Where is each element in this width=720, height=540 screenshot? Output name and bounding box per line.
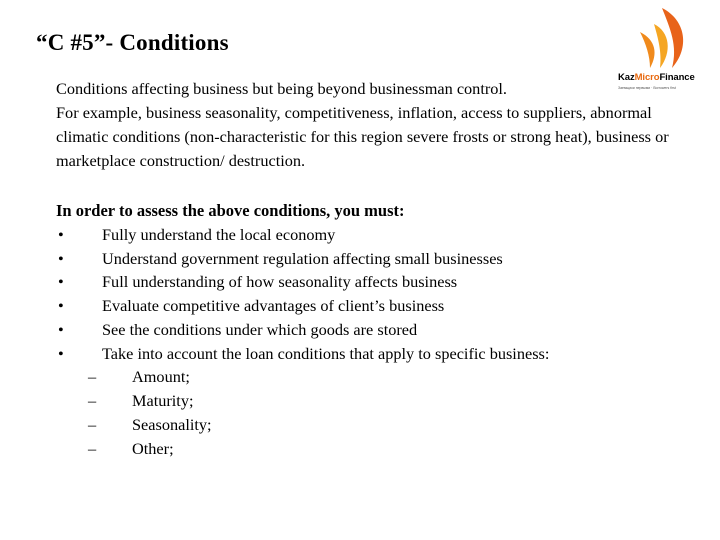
dash-icon: –: [88, 367, 97, 386]
sub-list-item: – Other;: [88, 437, 212, 461]
list-item: • See the conditions under which goods are stored: [56, 318, 549, 342]
flame-logo-icon: [634, 6, 696, 72]
sub-list-item: – Amount;: [88, 365, 212, 389]
bullet-icon: •: [58, 296, 64, 316]
dash-icon: –: [88, 415, 97, 434]
sub-list-item: – Maturity;: [88, 389, 212, 413]
bullet-icon: •: [58, 248, 64, 268]
logo-wordmark: KazMicroFinance: [618, 72, 695, 83]
intro-text: [56, 77, 706, 173]
requirements-list: [56, 223, 549, 365]
intro-line: Conditions affecting business but being beyond businessman control.: [56, 79, 508, 98]
bullet-icon: •: [58, 319, 64, 339]
list-item: • Evaluate competitive advantages of client’s business: [56, 294, 549, 318]
dash-icon: –: [88, 439, 97, 458]
slide-title: “C #5”- Conditions: [36, 30, 229, 55]
sub-list-item: – Seasonality;: [88, 413, 212, 437]
list-item: • Take into account the loan conditions that apply to specific business:: [56, 342, 549, 366]
list-item: • Full understanding of how seasonality affects business: [56, 270, 549, 294]
loan-conditions-list: [88, 365, 212, 461]
logo-tagline: Заемщики первыми · Borrowers first: [618, 86, 676, 90]
bullet-icon: •: [58, 343, 64, 363]
list-item: • Fully understand the local economy: [56, 223, 549, 247]
bullet-icon: •: [58, 225, 64, 244]
bullet-icon: •: [58, 272, 64, 292]
assessment-lead: In order to assess the above conditions, you must:: [56, 201, 405, 220]
dash-icon: –: [88, 391, 97, 410]
list-item: • Understand government regulation affecting small businesses: [56, 247, 549, 271]
intro-example: For example, business seasonality, competitiveness, inflation, access to suppliers, abnormal climatic conditions (non-characteristic for this region severe frosts or strong heat), business or marketplace construction/ destruction.: [56, 103, 669, 170]
